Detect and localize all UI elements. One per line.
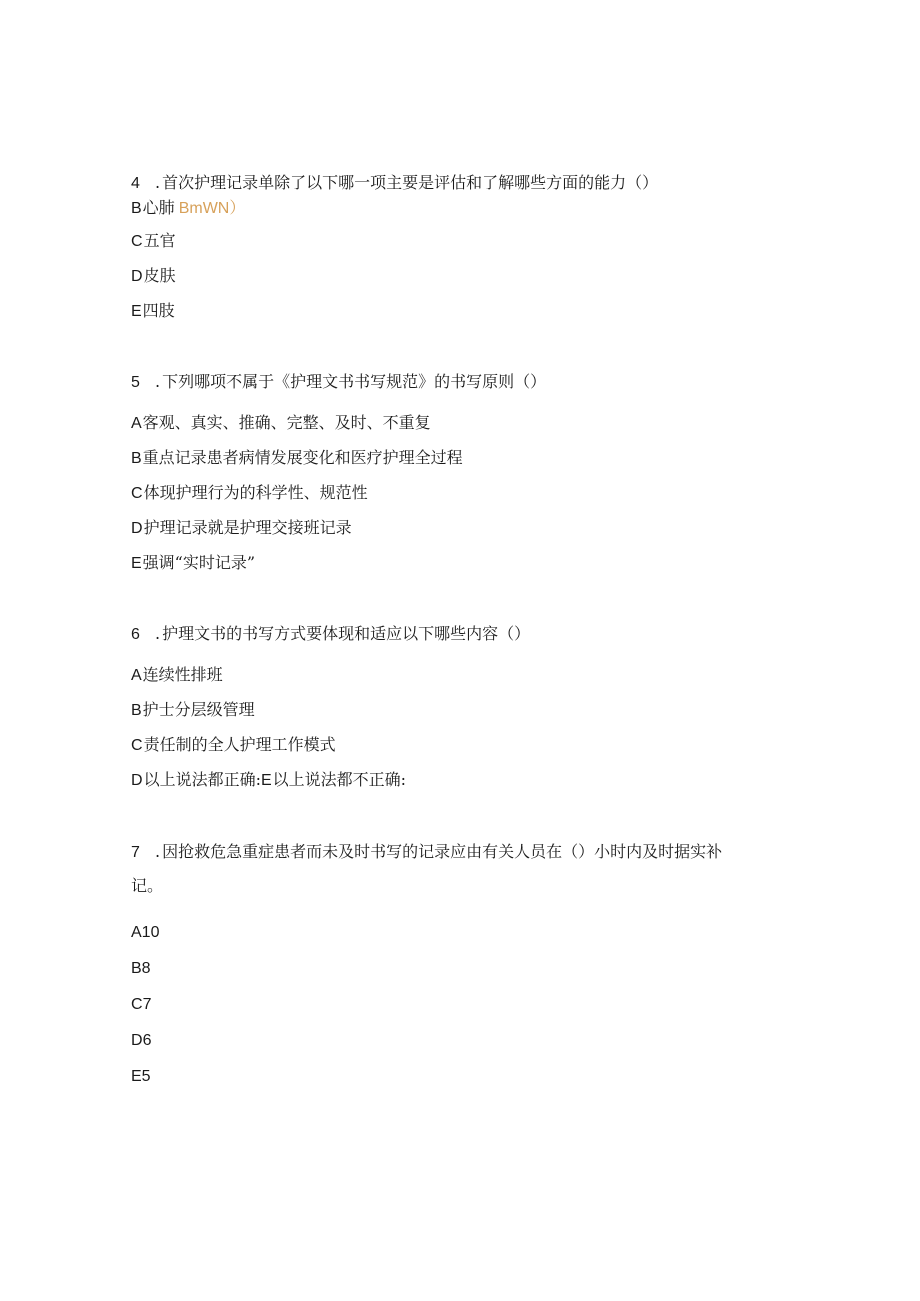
option-text: 四肢	[142, 301, 175, 320]
option-text: 责任制的全人护理工作模式	[143, 735, 336, 754]
option-letter: D	[131, 520, 143, 537]
option-letter: C	[131, 737, 143, 754]
question-number: 7	[131, 844, 140, 861]
question-dot: .	[155, 372, 161, 391]
option-text: 护士分层级管理	[142, 700, 255, 719]
option-note: BmWN）	[178, 200, 246, 217]
option-text: 护理记录就是护理交接班记录	[143, 518, 352, 537]
question-5-option-d	[131, 517, 352, 540]
question-dot: .	[155, 624, 161, 643]
question-4-stem	[131, 172, 658, 195]
option-letter: E	[131, 303, 142, 320]
question-5-option-c	[131, 482, 368, 505]
option-text: 体现护理行为的科学性、规范性	[143, 483, 368, 502]
question-number: 5	[131, 374, 140, 391]
option-letter: A	[131, 667, 142, 684]
question-5-option-a	[131, 412, 431, 435]
option-text: 强调“实时记录”	[142, 553, 256, 572]
question-6-option-d-e	[131, 769, 406, 792]
option-text: 连续性排班	[142, 665, 223, 684]
option-text: 5	[141, 1068, 151, 1085]
question-6-option-a	[131, 664, 223, 687]
option-letter: C	[131, 996, 143, 1013]
question-6-option-b	[131, 699, 255, 722]
option-letter: A	[131, 415, 142, 432]
option-letter: E	[260, 772, 272, 789]
option-text: 皮肤	[143, 266, 176, 285]
question-7-option-b	[131, 958, 151, 980]
question-number: 4	[131, 175, 140, 192]
question-7-option-e	[131, 1066, 151, 1088]
question-7-option-d	[131, 1030, 151, 1052]
question-4-option-e	[131, 300, 175, 323]
question-text: 护理文书的书写方式要体现和适应以下哪些内容（）	[162, 624, 531, 643]
question-dot: .	[155, 842, 161, 861]
question-5-option-b	[131, 447, 463, 470]
option-letter: C	[131, 233, 143, 250]
question-text-continued: 记。	[131, 876, 164, 895]
option-letter: A	[131, 924, 142, 941]
option-letter: B	[131, 200, 142, 217]
option-text: 8	[141, 960, 151, 977]
option-text: 五官	[143, 231, 176, 250]
option-letter: C	[131, 485, 143, 502]
question-7-option-a	[131, 922, 159, 944]
option-letter: B	[131, 450, 142, 467]
question-text: 首次护理记录单除了以下哪一项主要是评估和了解哪些方面的能力（）	[162, 173, 659, 192]
option-text: 7	[142, 996, 152, 1013]
option-text: 客观、真实、推确、完整、及时、不重复	[142, 413, 431, 432]
option-text: 心肺	[142, 198, 175, 217]
question-6-option-c	[131, 734, 336, 757]
option-text: 6	[142, 1032, 152, 1049]
option-letter: B	[131, 960, 142, 977]
option-letter: D	[131, 268, 143, 285]
question-5-option-e	[131, 552, 255, 575]
question-4-option-d	[131, 265, 176, 288]
question-4-option-c	[131, 230, 176, 253]
option-letter: D	[131, 772, 143, 789]
option-text: 以上说法都正确:	[143, 770, 261, 789]
option-text: 重点记录患者病情发展变化和医疗护理全过程	[142, 448, 463, 467]
option-letter: E	[131, 555, 142, 572]
question-6-stem	[131, 623, 530, 646]
question-5-stem	[131, 371, 546, 394]
option-letter: D	[131, 1032, 143, 1049]
question-number: 6	[131, 626, 140, 643]
option-letter: E	[131, 1068, 142, 1085]
option-text: 10	[141, 924, 160, 941]
question-4-option-b	[131, 197, 245, 220]
question-7-stem-continued	[131, 875, 163, 897]
question-text: 因抢救危急重症患者而未及时书写的记录应由有关人员在（）小时内及时据实补	[162, 842, 723, 861]
question-text: 下列哪项不属于《护理文书书写规范》的书写原则（）	[162, 372, 547, 391]
option-text: 以上说法都不正确:	[272, 770, 407, 789]
question-7-option-c	[131, 994, 151, 1016]
question-7-stem	[131, 841, 722, 864]
option-letter: B	[131, 702, 142, 719]
question-dot: .	[155, 173, 161, 192]
